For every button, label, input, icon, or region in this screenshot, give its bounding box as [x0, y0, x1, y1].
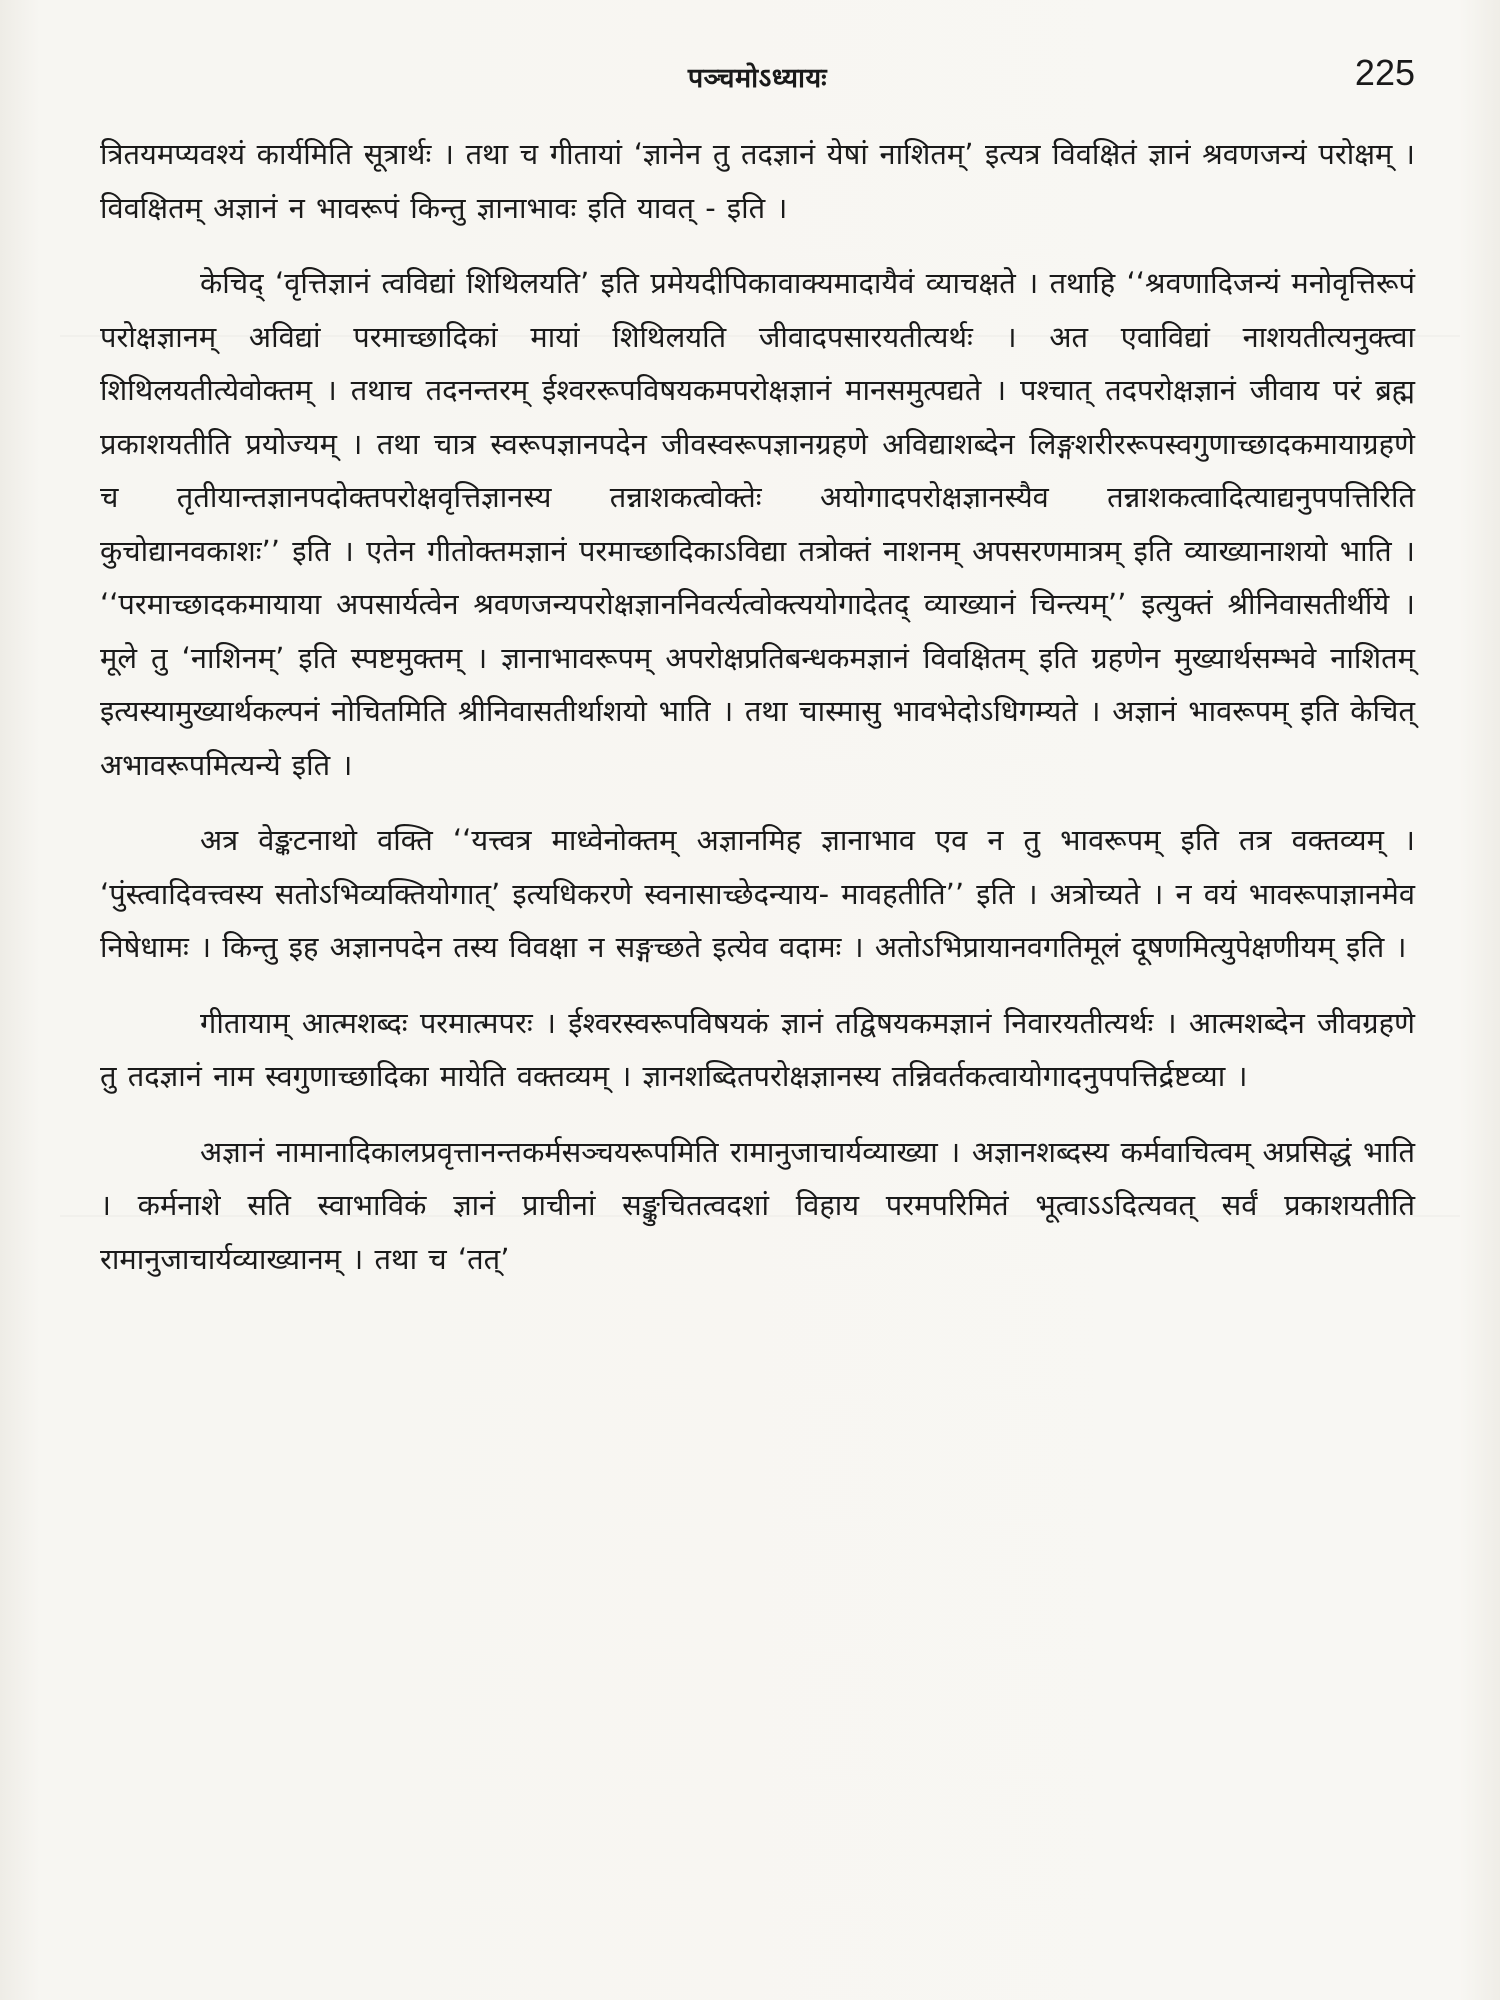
paragraph-3: अत्र वेङ्कटनाथो वक्ति ‘‘यत्त्वत्र माध्वेनोक्तम् अज्ञानमिह ज्ञानाभाव एव न तु भावरूपम् इति तत्र वक्तव्यम् । ‘पुंस्त्वादिवत्त्वस्य सतोऽभिव्यक्तियोगात्’ इत्यधिकरणे स्वनासाच्छेदन्याय- मावहतीति’’ इति । अत्रोच्यते । न वयं भावरूपाज्ञानमेव निषेधामः । किन्तु इह अज्ञानपदेन तस्य विवक्षा न सङ्गच्छते इत्येव वदामः । अतोऽभिप्रायानवगतिमूलं दूषणमित्युपेक्षणीयम् इति । — [100, 823, 1415, 964]
paragraph-1: त्रितयमप्यवश्यं कार्यमिति सूत्रार्थः । तथा च गीतायां ‘ज्ञानेन तु तदज्ञानं येषां नाशितम्’ इत्यत्र विवक्षितं ज्ञानं श्रवणजन्यं परोक्षम् । विवक्षितम् अज्ञानं न भावरूपं किन्तु ज्ञानाभावः इति यावत् - इति । — [100, 137, 1415, 225]
running-head: पञ्चमोऽध्यायः — [687, 63, 828, 94]
paragraph-2: केचिद् ‘वृत्तिज्ञानं त्वविद्यां शिथिलयति’ इति प्रमेयदीपिकावाक्यमादायैवं व्याचक्षते । तथाहि ‘‘श्रवणादिजन्यं मनोवृत्तिरूपं परोक्षज्ञानम् अविद्यां परमाच्छादिकां मायां शिथिलयति जीवादपसारयतीत्यर्थः । अत एवाविद्यां नाशयतीत्यनुक्त्वा शिथिलयतीत्येवोक्तम् । तथाच तदनन्तरम् ईश्वररूपविषयकमपरोक्षज्ञानं मानसमुत्पद्यते । पश्चात् तदपरोक्षज्ञानं जीवाय परं ब्रह्म प्रकाशयतीति प्रयोज्यम् । तथा चात्र स्वरूपज्ञानपदेन जीवस्वरूपज्ञानग्रहणे अविद्याशब्देन लिङ्गशरीररूपस्वगुणाच्छादकमायाग्रहणे च तृतीयान्तज्ञानपदोक्तपरोक्षवृत्तिज्ञानस्य तन्नाशकत्वोक्तेः अयोगादपरोक्षज्ञानस्यैव तन्नाशकत्वादित्याद्यनुपपत्तिरिति कुचोद्यानवकाशः’’ इति । एतेन गीतोक्तमज्ञानं परमाच्छादिकाऽविद्या तत्रोक्तं नाशनम् अपसरणमात्रम् इति व्याख्यानाशयो भाति । ‘‘परमाच्छादकमायाया अपसार्यत्वेन श्रवणजन्यपरोक्षज्ञाननिवर्त्यत्वोक्त्ययोगादेतद् व्याख्यानं चिन्त्यम्’’ इत्युक्तं श्रीनिवासतीर्थीये । मूले तु ‘नाशिनम्’ इति स्पष्टमुक्तम् । ज्ञानाभावरूपम् अपरोक्षप्रतिबन्धकमज्ञानं विवक्षितम् इति ग्रहणेन मुख्यार्थसम्भवे नाशितम् इत्यस्यामुख्यार्थकल्पनं नोचितमिति श्रीनिवासतीर्थाशयो भाति । तथा चास्मासु भावभेदोऽधिगम्यते । अज्ञानं भावरूपम् इति केचित् अभावरूपमित्यन्ये इति । — [100, 266, 1415, 782]
page-header — [100, 52, 1415, 102]
paragraph-4: गीतायाम् आत्मशब्दः परमात्मपरः । ईश्वरस्वरूपविषयकं ज्ञानं तद्विषयकमज्ञानं निवारयतीत्यर्थः । आत्मशब्देन जीवग्रहणे तु तदज्ञानं नाम स्वगुणाच्छादिका मायेति वक्तव्यम् । ज्ञानशब्दितपरोक्षज्ञानस्य तन्निवर्तकत्वायोगादनुपपत्तिर्द्रष्टव्या । — [100, 1005, 1415, 1093]
page-number: 225 — [1354, 52, 1415, 93]
page-body — [100, 128, 1415, 1286]
paragraph-5: अज्ञानं नामानादिकालप्रवृत्तानन्तकर्मसञ्चयरूपमिति रामानुजाचार्यव्याख्या । अज्ञानशब्दस्य कर्मवाचित्वम् अप्रसिद्धं भाति । कर्मनाशे सति स्वाभाविकं ज्ञानं प्राचीनां सङ्कुचितत्वदशां विहाय परमपरिमितं भूत्वाऽऽदित्यवत् सर्वं प्रकाशयतीति रामानुजाचार्यव्याख्यानम् । तथा च ‘तत्’ — [100, 1134, 1415, 1276]
